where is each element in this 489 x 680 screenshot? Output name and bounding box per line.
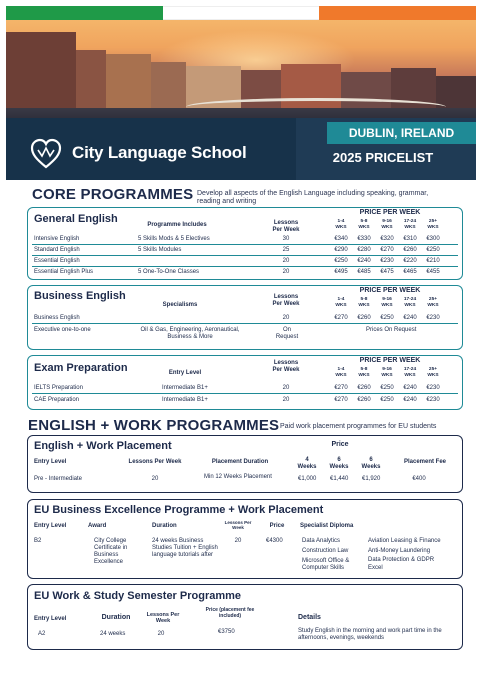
cell-text: Duration: [101, 614, 131, 621]
cell-text: Price: [269, 523, 285, 529]
cell-text: Essential English Plus: [34, 269, 94, 275]
cell-text: €230: [380, 258, 394, 264]
cell-text: 6 Weeks: [329, 457, 349, 470]
cell-text: Specialist Diploma: [300, 523, 354, 529]
cell-text: €250: [426, 247, 440, 253]
cell-text: 5 One-To-One Classes: [138, 269, 200, 275]
cell-text: 20: [282, 315, 290, 321]
cell-text: 25: [282, 247, 290, 253]
cell-text: €330: [357, 236, 371, 242]
general-english-title: General English: [34, 213, 118, 225]
decoration: [163, 6, 320, 20]
cell-text: €320: [380, 236, 394, 242]
heart-logo-icon: [30, 138, 62, 170]
lessons-header: Lessons Per Week: [272, 294, 300, 307]
pricelist-title: 2025 PRICELIST: [332, 150, 434, 165]
cell-text: Pre - Intermediate: [34, 476, 83, 482]
cell-text: Entry Level: [34, 616, 67, 622]
cell-text: Lessons Per Week: [146, 612, 180, 624]
decoration: [151, 62, 186, 112]
row-divider: [32, 255, 458, 256]
cell-text: Placement Fee: [403, 459, 447, 465]
price-header: PRICE PER WEEK: [359, 357, 421, 364]
cell-text: €495: [334, 269, 348, 275]
cell-text: Data Protection & GDPR: [368, 557, 435, 563]
cell-text: €230: [426, 397, 440, 403]
cell-text: €1,000: [298, 476, 317, 482]
cell-text: 5 Skills Mods & 5 Electives: [138, 236, 210, 242]
decoration: [76, 50, 106, 112]
exam-prep-title: Exam Preparation: [34, 362, 128, 374]
cell-text: 24 weeks: [100, 631, 126, 637]
cell-text: A2: [38, 631, 46, 637]
cell-text: €3750: [218, 629, 235, 635]
cell-text: Entry Level: [34, 523, 67, 529]
cell-text: €400: [412, 476, 426, 482]
school-name: City Language School: [72, 143, 247, 162]
lessons-header: Lessons Per Week: [272, 220, 300, 233]
cell-text: €260: [357, 385, 371, 391]
price-header: PRICE PER WEEK: [359, 209, 421, 216]
cell-text: 20: [282, 269, 290, 275]
row-divider: [32, 266, 458, 267]
cell-text: 4 Weeks: [297, 457, 317, 470]
cell-text: €270: [334, 315, 348, 321]
cell-text: Anti-Money Laundering: [368, 548, 431, 554]
cell-text: €300: [426, 236, 440, 242]
work-subtitle: Paid work placement programmes for EU students: [280, 423, 437, 430]
cell-text: €1,440: [330, 476, 349, 482]
cell-text: 25+ WKS: [427, 297, 439, 308]
cell-text: 20: [151, 476, 159, 482]
decoration: [106, 54, 151, 112]
cell-text: 1-4 WKS: [335, 297, 347, 308]
cell-text: €240: [403, 315, 417, 321]
cell-text: Essential English: [34, 258, 80, 264]
cell-text: €310: [403, 236, 417, 242]
lessons-header: Lessons Per Week: [272, 360, 300, 373]
cell-text: Intermediate B1+: [162, 397, 208, 403]
col-9-16: 9-16 WKS: [381, 219, 393, 230]
cell-text: 9-16 WKS: [381, 297, 393, 308]
row-divider: [32, 323, 458, 324]
decoration: [319, 6, 476, 20]
cell-text: €465: [403, 269, 417, 275]
cell-text: €240: [403, 385, 417, 391]
price-header: PRICE PER WEEK: [359, 287, 421, 294]
cell-text: Microsoft Office & Computer Skills: [302, 558, 350, 571]
cell-text: Standard English: [34, 247, 80, 253]
work-placement-title: English + Work Placement: [34, 440, 172, 452]
cell-text: €230: [426, 385, 440, 391]
cell-text: €270: [334, 397, 348, 403]
cell-text: Intensive English: [34, 236, 80, 242]
cell-text: Award: [88, 523, 107, 529]
cell-text: €290: [334, 247, 348, 253]
decoration: [6, 6, 163, 20]
cell-text: City College Certificate in Business Excellence: [94, 538, 128, 565]
cell-text: Construction Law: [302, 548, 349, 554]
cell-text: €240: [403, 397, 417, 403]
work-title: ENGLISH + WORK PROGRAMMES: [28, 417, 280, 434]
cell-text: Lessons Per Week: [224, 520, 252, 530]
cell-text: Executive one-to-one: [34, 327, 91, 333]
cell-text: 20: [157, 631, 165, 637]
semester-title: EU Work & Study Semester Programme: [34, 590, 242, 602]
cell-text: €250: [380, 315, 394, 321]
cell-text: Entry Level: [34, 459, 67, 465]
cell-text: 5 Skills Modules: [138, 247, 182, 253]
decoration: [6, 32, 76, 112]
cell-text: €270: [334, 385, 348, 391]
col-17-24: 17-24 WKS: [403, 219, 417, 230]
cell-text: Price: [331, 441, 349, 448]
cell-text: 25+ WKS: [427, 367, 439, 378]
cell-text: Intermediate B1+: [162, 385, 208, 391]
cell-text: 20: [282, 385, 290, 391]
cell-text: 30: [282, 236, 290, 242]
cell-text: €280: [357, 247, 371, 253]
cell-text: €240: [357, 258, 371, 264]
cell-text: 1-4 WKS: [335, 367, 347, 378]
city-tag: DUBLIN, IRELAND: [327, 122, 476, 144]
cell-text: 6 Weeks: [361, 457, 381, 470]
decoration: [186, 98, 446, 116]
cell-text: Prices On Request: [366, 327, 417, 333]
row-divider: [32, 393, 458, 394]
cell-text: 17-24 WKS: [403, 297, 417, 308]
cell-text: €230: [426, 315, 440, 321]
cell-text: €260: [357, 397, 371, 403]
cell-text: Oil & Gas, Engineering, Aeronautical, Business & More: [140, 327, 240, 340]
col-5-8: 5-8 WKS: [358, 219, 370, 230]
specialisms-header: Specialisms: [162, 302, 198, 308]
cell-text: €250: [334, 258, 348, 264]
row-divider: [32, 244, 458, 245]
cell-text: €475: [380, 269, 394, 275]
cell-text: €4300: [266, 538, 283, 544]
cell-text: 20: [282, 397, 290, 403]
cell-text: €260: [357, 315, 371, 321]
cell-text: CAE Preparation: [34, 397, 80, 403]
cell-text: €210: [426, 258, 440, 264]
col-25-plus: 25+ WKS: [427, 219, 439, 230]
irish-flag-bar: [6, 6, 476, 20]
cell-text: Business English: [34, 315, 80, 321]
cell-text: Price (placement fee included): [205, 607, 255, 619]
cell-text: €220: [403, 258, 417, 264]
cell-text: €455: [426, 269, 440, 275]
entry-level-header: Entry Level: [168, 370, 202, 376]
cell-text: €340: [334, 236, 348, 242]
cell-text: 20: [234, 538, 242, 544]
cell-text: On Request: [275, 327, 299, 340]
cell-text: Excel: [368, 565, 383, 571]
cell-text: Study English in the morning and work part time in the afternoons, evenings, weekends: [298, 628, 442, 641]
cell-text: 17-24 WKS: [403, 367, 417, 378]
cell-text: €250: [380, 397, 394, 403]
cell-text: 9-16 WKS: [381, 367, 393, 378]
cell-text: Placement Duration: [211, 459, 269, 465]
cell-text: Duration: [152, 523, 177, 529]
cell-text: Lessons Per Week: [128, 459, 182, 465]
cell-text: 20: [282, 258, 290, 264]
cell-text: €1,920: [362, 476, 381, 482]
core-subtitle: Develop all aspects of the English Language including speaking, grammar, reading and writing: [197, 190, 429, 205]
cell-text: €250: [380, 385, 394, 391]
cell-text: 5-8 WKS: [358, 297, 370, 308]
core-title: CORE PROGRAMMES: [32, 186, 194, 203]
cell-text: IELTS Preparation: [34, 385, 83, 391]
business-english-title: Business English: [34, 290, 126, 302]
cell-text: Aviation Leasing & Finance: [368, 538, 441, 544]
cell-text: Data Analytics: [302, 538, 341, 544]
cell-text: 5-8 WKS: [358, 367, 370, 378]
cell-text: 24 weeks Business Studies Tuition + English language tutorials after: [152, 538, 218, 558]
programme-includes-header: Programme Includes: [147, 222, 207, 228]
business-excellence-title: EU Business Excellence Programme + Work Placement: [34, 504, 324, 516]
cell-text: Min 12 Weeks Placement: [204, 474, 272, 480]
col-1-4: 1-4 WKS: [335, 219, 347, 230]
cell-text: €485: [357, 269, 371, 275]
cell-text: €270: [380, 247, 394, 253]
cell-text: Details: [298, 614, 321, 621]
cell-text: €260: [403, 247, 417, 253]
dublin-skyline-photo: [6, 20, 476, 130]
cell-text: B2: [34, 538, 42, 544]
